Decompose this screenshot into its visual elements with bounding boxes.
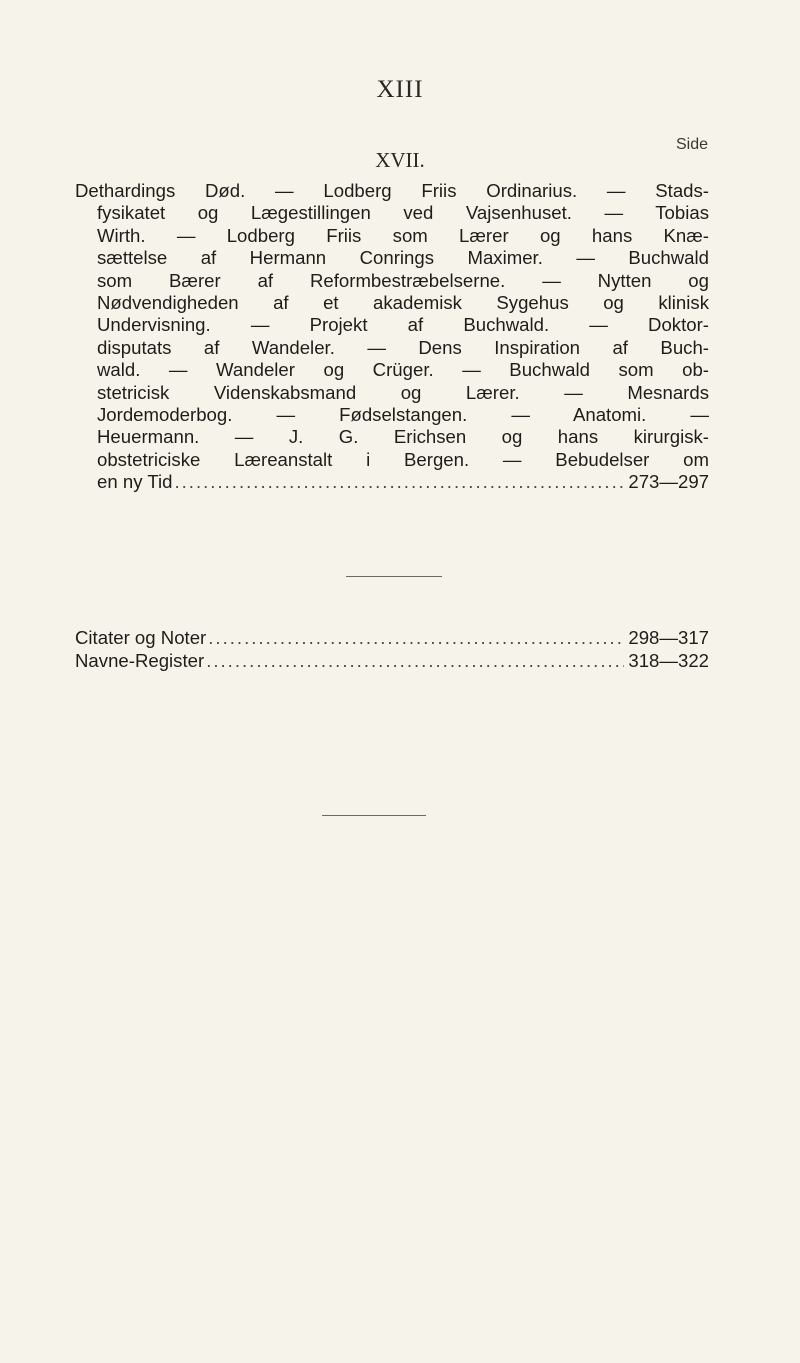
entry-line: wald. — Wandeler og Crüger. — Buchwald som ob-: [97, 359, 709, 381]
entry-line: stetricisk Videnskabsmand og Lærer. — Mesnards: [97, 381, 709, 403]
entry-line: Undervisning. — Projekt af Buchwald. — Doktor-: [97, 314, 709, 336]
page-range: 318—322: [628, 650, 709, 671]
entry-line: Nødvendigheden af et akademisk Sygehus og klinisk: [97, 292, 709, 314]
entry-line: Heuermann. — J. G. Erichsen og hans kirurgisk-: [97, 426, 709, 448]
dot-leader: [206, 650, 624, 672]
appendix-label: Citater og Noter: [75, 627, 207, 648]
page-range: 298—317: [628, 627, 709, 648]
section-divider: [346, 576, 442, 577]
appendix-label: Navne-Register: [75, 650, 205, 671]
entry-line: disputats af Wandeler. — Dens Inspiration af Buch-: [97, 336, 709, 358]
entry-last-line-text: en ny Tid: [97, 471, 173, 493]
appendix-row-register: [75, 650, 709, 672]
appendix-row-notes: [75, 627, 709, 649]
entry-line: sættelse af Hermann Conrings Maximer. — Buchwald: [97, 247, 709, 269]
entry-line: obstetriciske Læreanstalt i Bergen. — Bebudelser om: [97, 448, 709, 470]
dot-leader: [208, 627, 624, 649]
page-range: 273—297: [628, 471, 709, 493]
entry-line: Wirth. — Lodberg Friis som Lærer og hans Knæ-: [97, 224, 709, 246]
entry-last-line: [75, 471, 709, 493]
page-number: XIII: [376, 76, 424, 103]
end-divider: [322, 815, 426, 816]
entry-line: som Bærer af Reformbestræbelserne. — Nytten og: [97, 269, 709, 291]
entry-line: Dethardings Død. — Lodberg Friis Ordinarius. — Stads-: [75, 180, 709, 201]
entry-line: Jordemoderbog. — Fødselstangen. — Anatomi. —: [97, 404, 709, 426]
chapter-contents-entry: [75, 180, 709, 494]
entry-line: fysikatet og Lægestillingen ved Vajsenhuset. — Tobias: [97, 202, 709, 224]
chapter-heading: XVII.: [375, 148, 425, 172]
dot-leader: [174, 471, 624, 493]
page-column-label: Side: [676, 136, 709, 153]
